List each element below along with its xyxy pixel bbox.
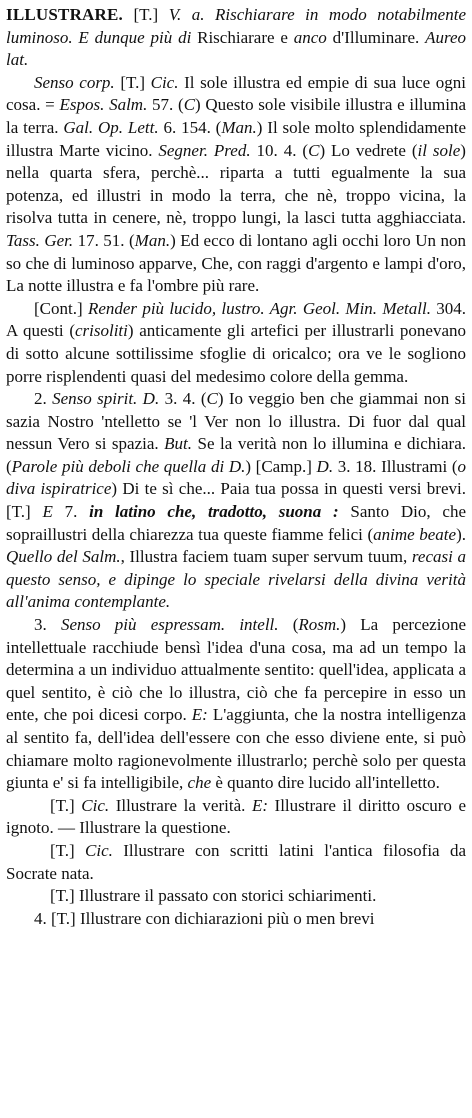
text-run: 304. A questi ( — [6, 298, 467, 341]
text-run: 7. — [64, 502, 90, 522]
italic-run: il sole — [417, 140, 461, 160]
italic-run: Quello del Salm. — [6, 547, 121, 567]
italic-run: E — [42, 502, 65, 522]
text-run: , Illustra faciem tuam super servum tuum, — [120, 547, 412, 567]
italic-run: che — [187, 773, 216, 793]
text-run: ) anticamente gli artefici per illustrarli ponevano di sotto alcune sottilissime sfoglie di oricalco; ora ve le sogliono porre risplendenti quasi del medesimo colore della gemma. — [6, 321, 466, 386]
italic-run: recasi a questo senso, e dipinge lo speciale rivelarsi della divina verità all'anima contemplante. — [6, 547, 466, 612]
italic-run: C — [206, 389, 218, 409]
example-cicero-filosofia — [6, 840, 466, 885]
italic-run: Cic. — [81, 795, 116, 815]
text-run: Illustrare il diritto oscuro e ignoto. — Illustrare la questione. — [6, 795, 467, 838]
text-run: ) Io veggio ben che giammai non si sazia Nostro 'ntelletto se 'l Ver non lo illustra. Di fuor dal qual nessun Vero si spazia. — [6, 389, 466, 454]
example-passato — [6, 885, 466, 908]
sense-3-intellectual — [6, 614, 466, 795]
italic-run: Espos. Salm. — [59, 95, 153, 115]
text-run: 6. 154. ( — [163, 117, 222, 137]
italic-run: Rosm. — [298, 615, 341, 635]
text-run: [T.] Illustrare il passato con storici schiarimenti. — [50, 886, 377, 906]
text-run: ) Questo sole visibile illustra e illumina la terra. — [6, 95, 467, 137]
italic-run: But. — [164, 434, 198, 454]
text-run: ( — [292, 615, 299, 635]
italic-run: E: — [251, 795, 275, 815]
text-run: d'Illuminare. — [332, 27, 426, 47]
text-run: [T.] — [122, 5, 169, 24]
entry-definition — [6, 4, 466, 72]
text-run: 17. 51. ( — [77, 230, 135, 250]
text-run: Se la verità non lo illumina e dichiara. ( — [6, 434, 467, 476]
italic-run: Parole più deboli che quella di D. — [11, 456, 246, 476]
italic-run: C — [308, 140, 320, 160]
italic-run: Man. — [134, 230, 171, 250]
text-run: è quanto dire lucido all'intelletto. — [215, 773, 440, 793]
text-run: [T.] — [120, 72, 151, 92]
text-run: ) Il sole molto splendidamente illustra Marte vicino. — [6, 117, 466, 160]
text-run: 3. 18. Illustrami ( — [337, 456, 458, 476]
italic-run: Senso corp. — [34, 72, 121, 92]
sense-4 — [6, 908, 466, 931]
sense-corporeal — [6, 72, 466, 298]
italic-run: Segner. Pred. — [158, 140, 257, 160]
text-run: 57. ( — [152, 95, 184, 115]
italic-run: anco — [293, 27, 333, 47]
italic-run: Aureo lat. — [6, 27, 467, 70]
italic-run: V. a. Rischiarare in modo notabilmente luminoso. E dunque più di — [6, 5, 466, 47]
text-run: 2. — [34, 389, 53, 409]
italic-run: Cic. — [85, 840, 124, 860]
italic-run: D. — [316, 456, 338, 476]
text-run: Illustrare con scritti latini l'antica filosofia da Socrate nata. — [6, 840, 466, 883]
text-run: ) Ed ecco di lontano agli occhi loro Un non so che di luminoso apparve, Che, con raggi d'argento e lampi d'oro, La notte illustra e fa l'ombre più rare. — [6, 230, 466, 296]
text-run: 3. 4. ( — [164, 389, 207, 409]
text-run: Santo Dio, che sopraillustri della chiarezza tua queste fiamme felici ( — [6, 502, 466, 544]
bold-italic-run: in latino che, tradotto, suona : — [89, 502, 351, 522]
text-run: [T.] — [50, 840, 86, 860]
italic-run: anime beate — [373, 524, 457, 544]
text-run: ) La percezione intellettuale racchiude bensì l'idea d'una cosa, ma ad un tempo la determina a un individuo attualmente sentito: quell'idea, applicata a quel sentito, è ciò che lo illustra, ciò che fa percepire in esso un ente, che poi dicesi corpo. — [6, 615, 466, 725]
example-cicero-verita — [6, 795, 466, 840]
text-run: ) Di te sì che... Paia tua possa in questi versi brevi. [T.] — [6, 479, 466, 522]
text-run: [Cont.] — [34, 298, 88, 318]
text-run: ) [Camp.] — [245, 456, 317, 476]
text-run: 3. — [34, 615, 61, 635]
italic-run: Render più lucido, lustro. Agr. Geol. Min. Metall. — [87, 298, 437, 318]
text-run: ). — [456, 524, 466, 544]
headword: ILLUSTRARE. — [6, 5, 123, 24]
text-run: Il sole illustra ed empie di sua luce ogni cosa. = — [6, 72, 467, 115]
italic-run: crisoliti — [74, 321, 128, 341]
text-run: Illustrare la verità. — [115, 795, 252, 815]
text-run: ) nella quarta sfera, perchè... riparta a tutti egualmente la sua potenza, ed illustri in modo la terra, che nè, troppo vicina, la risolva tutta in cenere, nè, troppo lungi, la lasci tutta agghiacciata. — [6, 140, 466, 228]
italic-run: o diva ispiratrice — [6, 456, 467, 499]
italic-run: Cic. — [150, 72, 185, 92]
text-run: 4. [T.] Illustrare con dichiarazioni più o men brevi — [34, 908, 375, 928]
italic-run: Senso più espressam. intell. — [60, 615, 293, 635]
italic-run: E: — [191, 705, 213, 725]
text-run: Rischiarare e — [197, 27, 294, 47]
text-run: [T.] — [50, 795, 82, 815]
text-run: 10. 4. ( — [256, 140, 309, 160]
text-run: L'aggiunta, che la nostra intelligenza al sentito fa, dell'idea dell'essere con che esso diviene ente, si può chiamare molto ragionevolmente illustrarlo; perchè solo per questa giunta e' si fa intelligibile, — [6, 705, 467, 793]
sense-continued-lucid — [6, 298, 466, 388]
italic-run: Senso spirit. D. — [52, 389, 165, 409]
italic-run: Gal. Op. Lett. — [63, 117, 164, 137]
italic-run: Tass. Ger. — [6, 230, 78, 250]
sense-2-spiritual — [6, 388, 466, 614]
text-run: ) Lo vedrete ( — [319, 140, 418, 160]
italic-run: Man. — [221, 117, 257, 137]
italic-run: C — [183, 95, 196, 115]
